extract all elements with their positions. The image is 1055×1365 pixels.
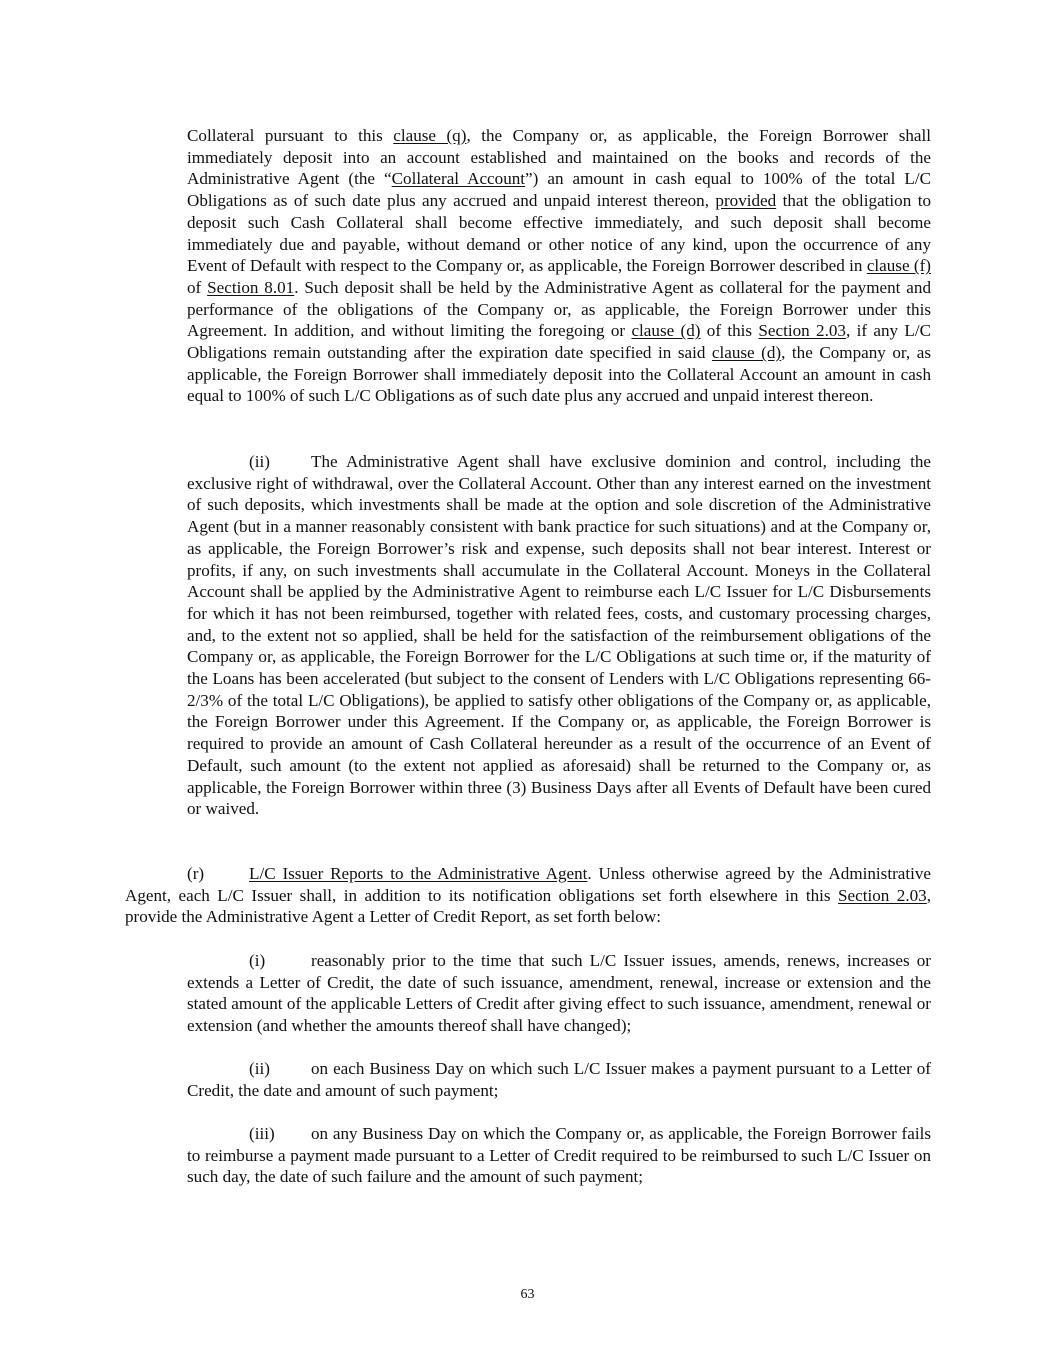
collateral-account-term: Collateral Account (391, 169, 526, 189)
text-run: , the Company or, as applicable, the Foreign Borrower shall immediately deposit into an account established and maintained on the books and records of the Administrative Agent (the “ (187, 126, 932, 189)
text-run: ”) an amount in cash equal to 100% of the total L/C Obligations as of such date plus any accrued and unpaid interest thereon, (187, 169, 932, 211)
provided-term: provided (715, 191, 777, 211)
clause-d-reference: clause (d) (631, 321, 701, 341)
text-run: that the obligation to deposit such Cash Collateral shall become effective immediately, and such deposit shall become immediately due and payable, without demand or other notice of any kind, upon the occurrence of any Event of Default with respect to the Company or, as applicable, the Foreign Borrower described in (187, 191, 931, 276)
section-2-03-reference: Section 2.03 (758, 321, 846, 341)
paragraph-ii-payment (187, 1058, 931, 1101)
text-run: of this (700, 321, 759, 341)
item-label: (iii) (249, 1124, 275, 1143)
page-number: 63 (520, 1287, 535, 1302)
item-label: (ii) (249, 1059, 270, 1078)
clause-d-reference-2: clause (d) (711, 343, 782, 363)
paragraph-collateral-deposit (187, 125, 931, 407)
item-text: on any Business Day on which the Company or, as applicable, the Foreign Borrower fails to reimburse a payment made pursuant to a Letter of Credit required to be reimbursed to such L/C Issuer on such day, the date of such failure and the amount of such payment; (187, 1124, 931, 1187)
paragraph-ii-dominion (187, 451, 931, 820)
paragraph-i-issuance (187, 950, 931, 1037)
text-run: , provide the Administrative Agent a Letter of Credit Report, as set forth below: (125, 885, 931, 927)
item-label: (r) (187, 864, 205, 883)
clause-f-reference: clause (f) (866, 256, 931, 276)
paragraph-iii-failure (187, 1123, 931, 1188)
item-label: (ii) (249, 452, 270, 471)
paragraph-r-reports (125, 863, 931, 928)
text-run: . Unless otherwise agreed by the Administrative Agent, each L/C Issuer shall, in addition to its notification obligations set forth elsewhere in this (125, 864, 931, 905)
item-text: on each Business Day on which such L/C Issuer makes a payment pursuant to a Letter of Credit, the date and amount of such payment; (187, 1059, 931, 1100)
item-text: reasonably prior to the time that such L/C Issuer issues, amends, renews, increases or extends a Letter of Credit, the date of such issuance, amendment, renewal, increase or extension and the stated amount of the applicable Letters of Credit after giving effect to such issuance, amendment, renewal or extension (and whether the amounts thereof shall have changed); (187, 951, 931, 1036)
item-text: The Administrative Agent shall have exclusive dominion and control, including the exclusive right of withdrawal, over the Collateral Account. Other than any interest earned on the investment of such deposits, which investments shall be made at the option and sole discretion of the Administrative Agent (but in a manner reasonably consistent with bank practice for such situations) and at the Company or, as applicable, the Foreign Borrower’s risk and expense, such deposits shall not bear interest. Interest or profits, if any, on such investments shall accumulate in the Collateral Account. Moneys in the Collateral Account shall be applied by the Administrative Agent to reimburse each L/C Issuer for L/C Disbursements for which it has not been reimbursed, together with related fees, costs, and customary processing charges, and, to the extent not so applied, shall be held for the satisfaction of the reimbursement obligations of the Company or, as applicable, the Foreign Borrower for the L/C Obligations at such time or, if the maturity of the Loans has been accelerated (but subject to the consent of Lenders with L/C Obligations representing 66-2/3% of the total L/C Obligations), be applied to satisfy other obligations of the Company or, as applicable, the Foreign Borrower under this Agreement. If the Company or, as applicable, the Foreign Borrower is required to provide an amount of Cash Collateral hereunder as a result of the occurrence of an Event of Default, such amount (to the extent not applied as aforesaid) shall be returned to the Company or, as applicable, the Foreign Borrower within three (3) Business Days after all Events of Default have been cured or waived. (187, 452, 931, 819)
text-run: . Such deposit shall be held by the Administrative Agent as collateral for the payment and performance of the obligations of the Company or, as applicable, the Foreign Borrower under this Agreement. In addition, and without limiting the foregoing or (187, 277, 931, 341)
text-run: of (187, 277, 208, 297)
clause-q-reference: clause (q) (393, 126, 467, 145)
text-run: , if any L/C Obligations remain outstanding after the expiration date specified in said (187, 321, 931, 363)
section-8-01-reference: Section 8.01 (207, 277, 295, 297)
section-2-03-reference: Section 2.03 (838, 885, 927, 905)
text-run: , the Company or, as applicable, the Foreign Borrower shall immediately deposit into the Collateral Account an amount in cash equal to 100% of such L/C Obligations as of such date plus any accrued and unpaid interest thereon. (187, 343, 931, 406)
item-label: (i) (249, 951, 266, 970)
text-run: Collateral pursuant to this (187, 126, 394, 145)
section-heading: L/C Issuer Reports to the Administrative Agent (249, 864, 588, 883)
